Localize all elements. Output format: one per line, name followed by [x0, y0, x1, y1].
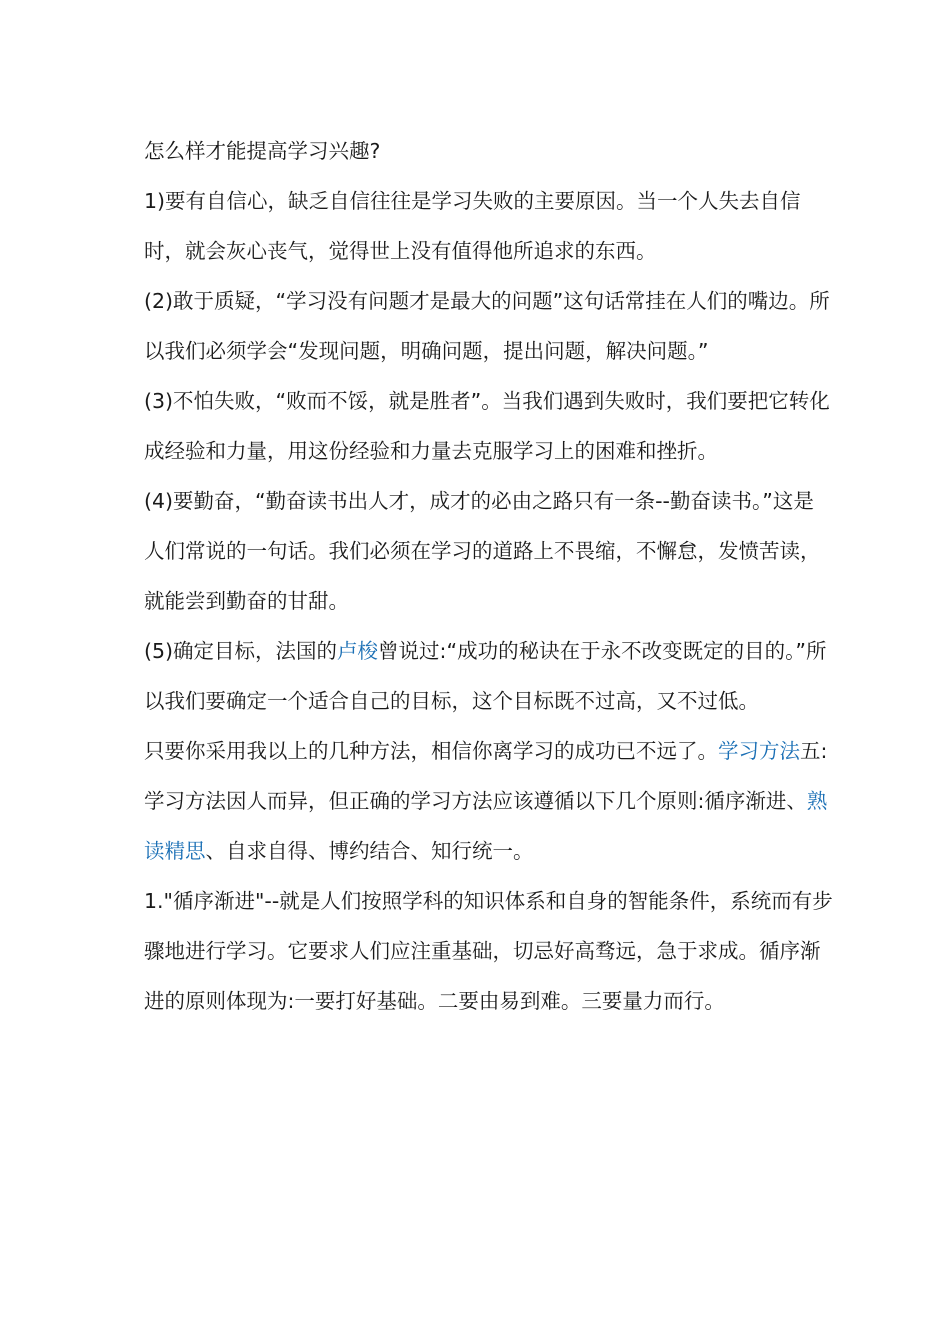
paragraph-4: (4)要勤奋，“勤奋读书出人才，成才的必由之路只有一条--勤奋读书。”这是人们常说的一句话。我们必须在学习的道路上不畏缩，不懈怠，发愤苦读，就能尝到勤奋的甘甜。 — [144, 489, 821, 613]
paragraph-7 — [144, 776, 834, 876]
paragraph-5-text-b: 曾说过:“成功的秘诀在于永不改变既定的目的。”所以我们要确定一个适合自己的目标，这个目标既不过高，又不过低。 — [144, 639, 827, 713]
paragraph-3: (3)不怕失败，“败而不馁，就是胜者”。当我们遇到失败时，我们要把它转化成经验和力量，用这份经验和力量去克服学习上的困难和挫折。 — [144, 389, 830, 463]
paragraph-1: 1)要有自信心，缺乏自信往往是学习失败的主要原因。当一个人失去自信时，就会灰心丧气，觉得世上没有值得他所追求的东西。 — [144, 189, 801, 263]
paragraph-5-text-a: (5)确定目标，法国的 — [144, 639, 338, 663]
link-rousseau[interactable]: 卢梭 — [337, 639, 379, 663]
paragraph-6-text-b: 五: — [800, 739, 828, 763]
document-body — [144, 126, 834, 1026]
paragraph-2: (2)敢于质疑，“学习没有问题才是最大的问题”这句话常挂在人们的嘴边。所以我们必须学会“发现问题，明确问题，提出问题，解决问题。” — [144, 289, 830, 363]
link-read-and-think[interactable]: 熟读精思 — [144, 789, 828, 863]
paragraph-6 — [144, 726, 834, 776]
paragraph-7-text-b: 、自求自得、博约结合、知行统一。 — [205, 839, 534, 863]
paragraph-6-text-a: 只要你采用我以上的几种方法，相信你离学习的成功已不远了。 — [144, 739, 718, 763]
paragraph-8: 1."循序渐进"--就是人们按照学科的知识体系和自身的智能条件，系统而有步骤地进行学习。它要求人们应注重基础，切忌好高骛远，急于求成。循序渐进的原则体现为:一要打好基础。二要由易到难。三要量力而行。 — [144, 889, 833, 1013]
paragraph-5 — [144, 626, 834, 726]
document-title: 怎么样才能提高学习兴趣? — [144, 139, 381, 163]
link-study-method[interactable]: 学习方法 — [718, 739, 800, 763]
paragraph-7-text-a: 学习方法因人而异，但正确的学习方法应该遵循以下几个原则:循序渐进、 — [144, 789, 807, 813]
